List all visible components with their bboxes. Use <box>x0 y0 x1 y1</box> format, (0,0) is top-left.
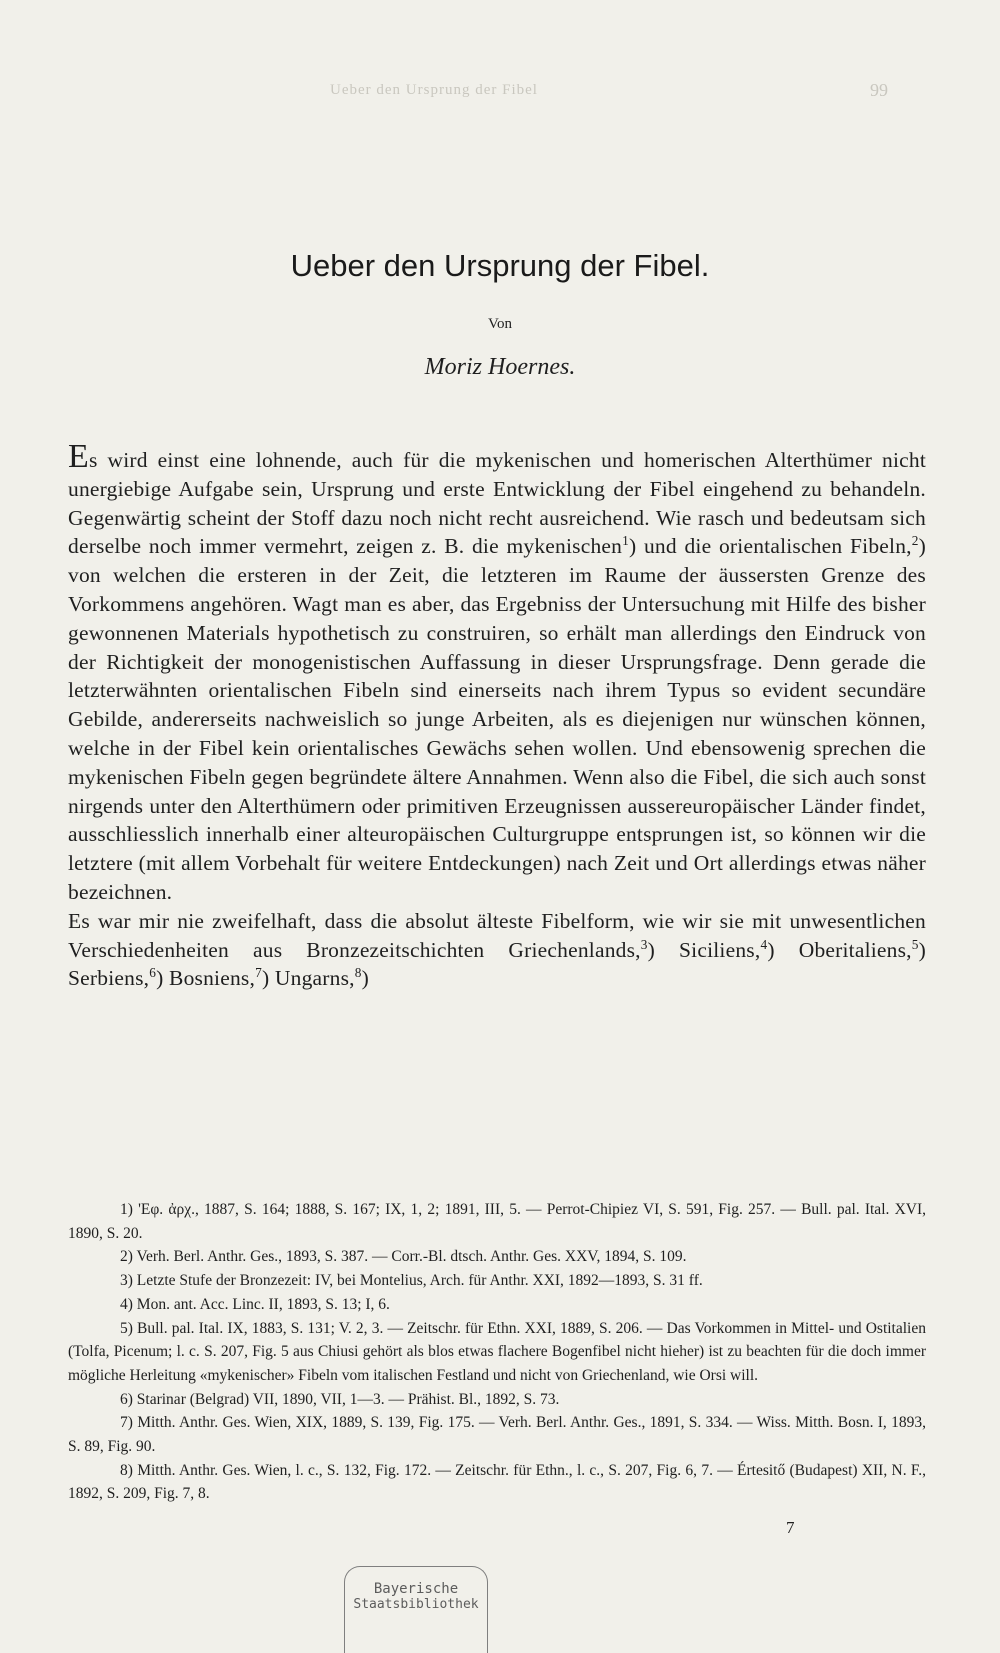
footnote-3: 3) Letzte Stufe der Bronzezeit: IV, bei Montelius, Arch. für Anthr. XXI, 1892—1893, S. 31 ff. <box>120 1272 703 1290</box>
footnote-7: 7) Mitth. Anthr. Ges. Wien, XIX, 1889, S. 139, Fig. 175. — Verh. Berl. Anthr. Ges., 1891, S. 334. — Wiss. Mitth. Bosn. I, 1893, S. 89, Fig. 90. <box>68 1414 926 1456</box>
footnote-ref-2: 2 <box>911 533 919 549</box>
paragraph-2-text-f: Ungarns, <box>269 966 355 991</box>
footnotes <box>68 1198 926 1506</box>
footnote-ref-5: 5 <box>911 936 919 952</box>
footnote-ref-3: 3 <box>640 936 648 952</box>
paragraph-1-text-b: und die orientalischen Fibeln, <box>636 534 912 559</box>
paragraph-2: Es war mir nie zweifelhaft, dass die absolut älteste Fibelform, wie wir sie mit unwesentlichen Verschiedenheiten aus Bronzezeitschichten Griechenlands,$^3$) Siciliens,$^4$) Oberitaliens,$^5$) Serbiens,$^6$) Bosniens,$^7$) Ungarns,$^8$) <box>68 908 927 991</box>
footnote-ref-4: 4 <box>760 936 768 952</box>
paragraph-1-text-c: von welchen die ersteren in der Zeit, die letzteren im Raume der äussersten Grenze des Vorkommens angehören. Wagt man es aber, das Ergebniss der Untersuchung mit Hilfe des bisher gewonnenen Materials hypothetisch zu construiren, so erhält man allerdings den Eindruck von der Richtigkeit der monogenistischen Auffassung in dieser Ursprungsfrage. Denn gerade die letzterwähnten orientalischen Fibeln sind einerseits nach ihrem Typus so evident secundäre Gebilde, andererseits nachweislich so junge Arbeiten, als es diejenigen nur wünschen können, welche in der Fibel kein orientalisches Gewächs sehen wollen. Und ebensowenig sprechen die mykenischen Fibeln gegen begründete ältere Annahmen. Wenn also die Fibel, die sich auch sonst nirgends unter den Alterthümern oder primitiven Erzeugnissen aussereuropäischer Länder findet, ausschliesslich innerhalb einer alteuropäischen Culturgruppe entsprungen ist, so können wir die letztere (mit allem Vorbehalt für weitere Entdeckungen) nach Zeit und Ort allerdings etwas näher bezeichnen. <box>68 563 926 904</box>
footnote-ref-7: 7 <box>255 965 262 981</box>
paragraph-2-text-b: Siciliens, <box>655 937 761 962</box>
bleed-through-running-head: Ueber den Ursprung der Fibel <box>330 82 538 98</box>
author-name: Moriz Hoernes. <box>424 354 576 380</box>
paragraph-2-text-a: Es war mir nie zweifelhaft, dass die absolut älteste Fibelform, wie wir sie mit unwesentlichen Verschiedenheiten aus Bronzezeitschichten Griechenlands, <box>68 908 926 962</box>
paragraph-1-text-a: s wird einst eine lohnende, auch für die mykenischen und homerischen Alterthümer nicht unergiebige Aufgabe sein, Ursprung und erste Entwicklung der Fibel eingehend zu behandeln. Gegenwärtig scheint der Stoff dazu noch nicht recht ausreichend. Wie rasch und bedeutsam sich derselbe noch immer vermehrt, zeigen z. B. die mykenischen <box>68 448 926 559</box>
paragraph-2-text-d: Serbiens, <box>68 966 150 991</box>
paragraph-2-text-c: Oberitaliens, <box>774 937 912 962</box>
page-number: 7 <box>786 1518 795 1537</box>
footnote-6: 6) Starinar (Belgrad) VII, 1890, VII, 1—3. — Prähist. Bl., 1892, S. 73. <box>120 1390 560 1408</box>
paragraph-1: Es wird einst eine lohnende, auch für die mykenischen und homerischen Alterthümer nicht unergiebige Aufgabe sein, Ursprung und erste Entwicklung der Fibel eingehend zu behandeln. Gegenwärtig scheint der Stoff dazu noch nicht recht ausreichend. Wie rasch und bedeutsam sich derselbe noch immer vermehrt, zeigen z. B. die mykenischen$^1$) und die orientalischen Fibeln,$^2$) von welchen die ersteren in der Zeit, die letzteren im Raume der äussersten Grenze des Vorkommens angehören. Wagt man es aber, das Ergebniss der Untersuchung mit Hilfe des bisher gewonnenen Materials hypothetisch zu construiren, so erhält man allerdings den Eindruck von der Richtigkeit der monogenistischen Auffassung in dieser Ursprungsfrage. Denn gerade die letzterwähnten orientalischen Fibeln sind einerseits nach ihrem Typus so evident secundäre Gebilde, andererseits nachweislich so junge Arbeiten, als es diejenigen nur wünschen können, welche in der Fibel kein orientalisches Gewächs sehen wollen. Und ebensowenig sprechen die mykenischen Fibeln gegen begründete ältere Annahmen. Wenn also die Fibel, die sich auch sonst nirgends unter den Alterthümern oder primitiven Erzeugnissen aussereuropäischer Länder findet, ausschliesslich innerhalb einer alteuropäischen Culturgruppe entsprungen ist, so können wir die letztere (mit allem Vorbehalt für weitere Entdeckungen) nach Zeit und Ort allerdings etwas näher bezeichnen. <box>68 438 926 904</box>
footnote-4: 4) Mon. ant. Acc. Linc. II, 1893, S. 13; I, 6. <box>120 1295 390 1313</box>
footnote-ref-8: 8 <box>354 965 362 981</box>
bleed-through-page-number: 99 <box>870 80 888 100</box>
stamp-line-2: Staatsbibliothek <box>353 1597 479 1612</box>
paragraph-2-text-e: Bosniens, <box>163 966 256 991</box>
footnote-ref-6: 6 <box>149 965 157 981</box>
article-title: Ueber den Ursprung der Fibel. <box>290 248 710 283</box>
footnote-ref-1: 1 <box>622 533 629 549</box>
body-text <box>68 438 927 993</box>
footnote-1: 1) 'Εφ. ἀρχ., 1887, S. 164; 1888, S. 167; IX, 1, 2; 1891, III, 5. — Perrot-Chipiez VI, S. 591, Fig. 257. — Bull. pal. Ital. XVI, 1890, S. 20. <box>68 1201 926 1242</box>
library-stamp <box>344 1566 488 1653</box>
footnote-5: 5) Bull. pal. Ital. IX, 1883, S. 131; V. 2, 3. — Zeitschr. für Ethn. XXI, 1889, S. 206. — Das Vorkommen in Mittel- und Ostitalien (Tolfa, Picenum; l. c. S. 207, Fig. 5 aus Chiusi gehört als blos etwas flachere Bogenfibel nicht hieher) ist zu beachten für die doch immer mögliche Herleitung «mykenischer» Fibeln vom italischen Festland und nicht von Griechenland, wie Orsi will. <box>68 1319 926 1384</box>
footnote-8: 8) Mitth. Anthr. Ges. Wien, l. c., S. 132, Fig. 172. — Zeitschr. für Ethn., l. c., S. 207, Fig. 6, 7. — Értesitő (Budapest) XII, N. F., 1892, S. 209, Fig. 7, 8. <box>68 1461 926 1503</box>
stamp-line-1: Bayerische <box>373 1581 459 1597</box>
drop-cap: E <box>68 438 89 475</box>
footnote-2: 2) Verh. Berl. Anthr. Ges., 1893, S. 387. — Corr.-Bl. dtsch. Anthr. Ges. XXV, 1894, S. 109. <box>120 1248 687 1266</box>
byline-von: Von <box>488 316 512 332</box>
